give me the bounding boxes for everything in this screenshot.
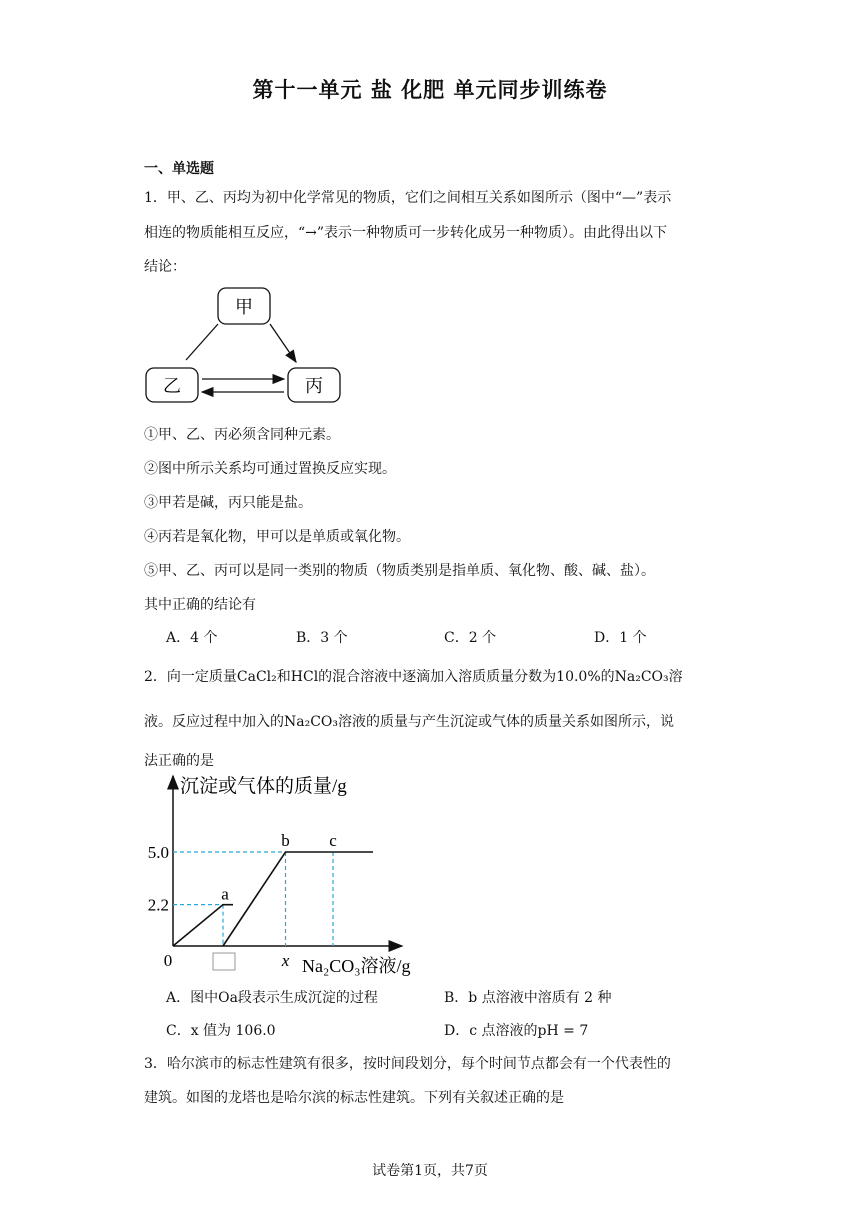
y-axis-label: 沉淀或气体的质量/g — [180, 776, 347, 797]
q2-line-1: 2．向一定质量CaCl₂和HCl的混合溶液中逐滴加入溶质质量分数为10.0%的Na₂CO₃溶 — [144, 669, 683, 685]
q1-line-2: 相连的物质能相互反应，“→”表示一种物质可一步转化成另一种物质）。由此得出以下 — [144, 225, 668, 241]
page-footer: 试卷第1页，共7页 — [372, 1163, 488, 1179]
x-axis-label: Na₂CO₃溶液/g — [302, 956, 411, 976]
arrow-top-right — [270, 324, 296, 362]
point-label-a: a — [221, 884, 229, 904]
node-right-label: 丙 — [305, 376, 323, 396]
node-left-label: 乙 — [163, 376, 181, 396]
y-tick-5-0: 5.0 — [147, 843, 169, 862]
q2-option-a[interactable]: A．图中Oa段表示生成沉淀的过程 — [166, 990, 378, 1006]
q1-statement-2: ②图中所示关系均可通过置换反应实现。 — [144, 461, 396, 477]
series-line-2 — [223, 852, 373, 946]
q2-option-b[interactable]: B．b 点溶液中溶质有 2 种 — [444, 990, 612, 1006]
q1-option-a[interactable]: A．4 个 — [166, 630, 218, 646]
q1-statement-1: ①甲、乙、丙必须含同种元素。 — [144, 427, 340, 443]
q2-line-2: 液。反应过程中加入的Na₂CO₃溶液的质量与产生沉淀或气体的质量关系如图所示，说 — [144, 714, 675, 730]
x-tick-0: 0 — [163, 951, 173, 970]
series-line-1 — [173, 905, 233, 946]
node-top-label: 甲 — [235, 297, 253, 317]
point-label-c: c — [329, 831, 337, 850]
x-tick-x: x — [281, 951, 290, 970]
q3-line-2: 建筑。如图的龙塔也是哈尔滨的标志性建筑。下列有关叙述正确的是 — [144, 1090, 564, 1106]
q2-option-c[interactable]: C．x 值为 106.0 — [166, 1023, 276, 1039]
q2-line-3: 法正确的是 — [144, 753, 214, 769]
blank-box[interactable] — [213, 953, 235, 970]
y-tick-2-2: 2.2 — [147, 895, 169, 915]
q1-option-d[interactable]: D．1 个 — [594, 630, 647, 646]
point-label-b: b — [281, 831, 290, 850]
link-top-left — [186, 324, 218, 360]
mass-chart — [140, 770, 440, 978]
q1-line-1: 1．甲、乙、丙均为初中化学常见的物质，它们之间相互关系如图所示（图中“—”表示 — [144, 190, 672, 206]
page-title: 第十一单元 盐 化肥 单元同步训练卷 — [252, 78, 608, 102]
guide-lines — [173, 852, 333, 946]
q1-option-c[interactable]: C．2 个 — [444, 630, 497, 646]
q1-prompt: 其中正确的结论有 — [144, 597, 256, 613]
relation-diagram — [140, 284, 350, 408]
q1-statement-4: ④丙若是氧化物，甲可以是单质或氧化物。 — [144, 529, 410, 545]
series-lines — [173, 852, 373, 946]
q2-option-d[interactable]: D．c 点溶液的pH = 7 — [444, 1023, 589, 1039]
q1-statement-5: ⑤甲、乙、丙可以是同一类别的物质（物质类别是指单质、氧化物、酸、碱、盐）。 — [144, 563, 655, 579]
q3-line-1: 3．哈尔滨市的标志性建筑有很多，按时间段划分，每个时间节点都会有一个代表性的 — [144, 1056, 671, 1072]
section-heading: 一、单选题 — [144, 161, 214, 177]
q1-option-b[interactable]: B．3 个 — [296, 630, 348, 646]
q1-statement-3: ③甲若是碱，丙只能是盐。 — [144, 495, 312, 511]
q1-line-3: 结论： — [144, 259, 186, 275]
